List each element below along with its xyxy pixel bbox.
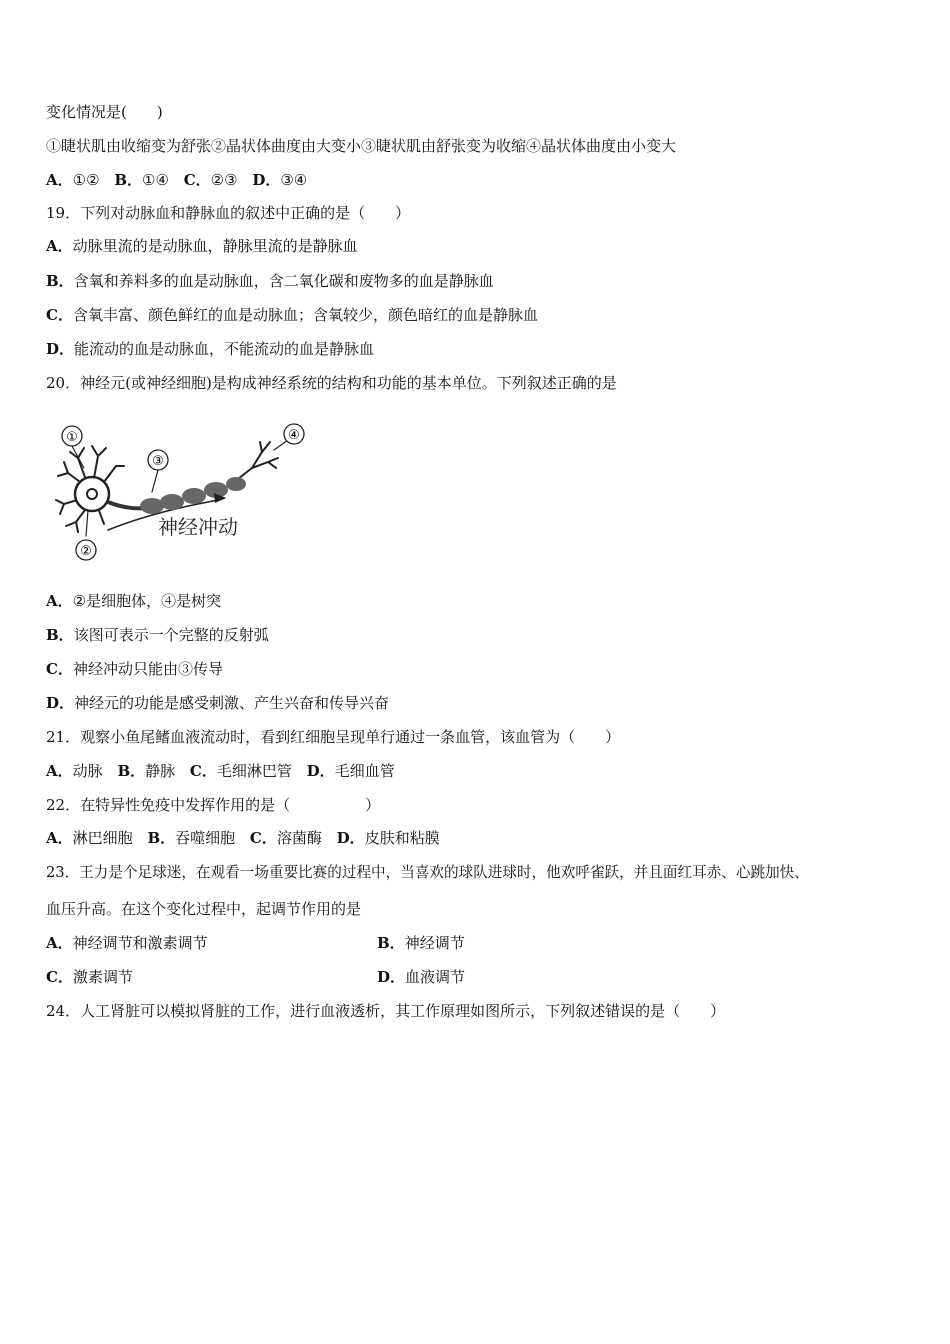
q21-option-a-letter: A．	[46, 762, 73, 780]
q23-option-c	[46, 967, 133, 987]
q23-option-b-letter: B．	[377, 934, 405, 952]
q23-option-b	[377, 933, 465, 953]
q21-option-d-text: 毛细血管	[334, 762, 395, 780]
figure-label-4: ④	[288, 428, 300, 443]
q18-stem-tail: 变化情况是( )	[46, 103, 163, 121]
q22-option-d-text: 皮肤和粘膜	[364, 829, 440, 847]
q23-option-d-letter: D．	[377, 968, 406, 986]
q21-option-b-letter: B．	[117, 762, 146, 780]
q21-option-a-text: 动脉	[72, 762, 103, 780]
q18-option-b-letter: B．	[114, 171, 143, 189]
q18-option-d-letter: D．	[252, 171, 281, 189]
q22-option-d-letter: D．	[336, 829, 365, 847]
q23-option-a-letter: A．	[46, 934, 73, 952]
q23-stem-line2: 血压升高。在这个变化过程中，起调节作用的是	[46, 900, 362, 918]
q20-option-d-text: 神经元的功能是感受刺激、产生兴奋和传导兴奋	[74, 694, 390, 712]
q19-option-a-text: 动脉里流的是动脉血，静脉里流的是静脉血	[72, 237, 358, 255]
q19-option-c-letter: C．	[46, 306, 73, 324]
q20-option-c	[46, 659, 223, 679]
q20-option-c-letter: C．	[46, 660, 73, 678]
q20-option-a	[46, 591, 221, 611]
q19-option-d-letter: D．	[46, 340, 75, 358]
q19-option-a-letter: A．	[46, 237, 73, 255]
q22-option-a-letter: A．	[46, 829, 73, 847]
q21-option-c-letter: C．	[189, 762, 217, 780]
q23-option-c-letter: C．	[46, 968, 73, 986]
q21-option-b-text: 静脉	[145, 762, 176, 780]
q22-option-c-text: 溶菌酶	[276, 829, 322, 847]
q18-option-c-text: ②③	[210, 171, 238, 189]
q18-option-c-letter: C．	[183, 171, 211, 189]
q22-option-b-text: 吞噬细胞	[175, 829, 236, 847]
q19-stem: 19．下列对动脉血和静脉血的叙述中正确的是（ ）	[46, 204, 411, 222]
figure-label-1: ①	[66, 430, 78, 445]
q23-stem-line1: 23．王力是个足球迷，在观看一场重要比赛的过程中，当喜欢的球队进球时，他欢呼雀跃，并且面红耳赤、心跳加快、	[46, 864, 809, 881]
q21-stem: 21．观察小鱼尾鳍血液流动时，看到红细胞呈现单行通过一条血管，该血管为（ ）	[46, 728, 621, 746]
q20-option-a-letter: A．	[46, 592, 73, 610]
q22-option-c-letter: C．	[249, 829, 277, 847]
q22-stem: 22．在特异性免疫中发挥作用的是（ ）	[46, 796, 381, 814]
q21-option-c-text: 毛细淋巴管	[216, 762, 292, 780]
q19-option-b	[46, 271, 494, 291]
q19-option-c-text: 含氧丰富、颜色鲜红的血是动脉血；含氧较少，颜色暗红的血是静脉血	[72, 306, 538, 324]
q20-option-a-text: ②是细胞体，④是树突	[72, 592, 222, 610]
q24-stem: 24．人工肾脏可以模拟肾脏的工作，进行血液透析，其工作原理如图所示，下列叙述错误的是（ ）	[46, 1002, 726, 1020]
q23-option-c-text: 激素调节	[72, 968, 133, 986]
q18-statement: ①睫状肌由收缩变为舒张②晶状体曲度由大变小③睫状肌由舒张变为收缩④晶状体曲度由小变大	[46, 137, 677, 155]
q23-option-d	[377, 967, 465, 987]
q18-option-b-text: ①④	[142, 171, 169, 189]
q20-option-c-text: 神经冲动只能由③传导	[72, 660, 223, 678]
figure-label-3: ③	[152, 454, 164, 469]
q18-option-a-letter: A．	[46, 171, 73, 189]
q18-option-a-text: ①②	[72, 171, 100, 189]
q20-option-b	[46, 625, 269, 645]
neuron-diagram	[48, 418, 318, 568]
q22-option-b-letter: B．	[147, 829, 176, 847]
q18-options	[46, 170, 307, 190]
q22-option-a-text: 淋巴细胞	[72, 829, 133, 847]
q20-option-b-letter: B．	[46, 626, 74, 644]
q19-option-b-text: 含氧和养料多的血是动脉血，含二氧化碳和废物多的血是静脉血	[73, 272, 494, 290]
q20-option-d-letter: D．	[46, 694, 75, 712]
neuron-figure	[48, 418, 318, 568]
figure-caption: 神经冲动	[158, 515, 238, 539]
q19-option-d	[46, 339, 374, 359]
q22-options	[46, 828, 440, 848]
q21-options	[46, 761, 395, 781]
q21-option-d-letter: D．	[306, 762, 335, 780]
q23-option-b-text: 神经调节	[404, 934, 465, 952]
q23-option-a	[46, 933, 208, 953]
figure-label-2: ②	[80, 544, 92, 559]
q19-option-b-letter: B．	[46, 272, 74, 290]
q19-option-a	[46, 236, 358, 256]
q20-stem: 20．神经元(或神经细胞)是构成神经系统的结构和功能的基本单位。下列叙述正确的是	[46, 374, 617, 392]
q19-option-c	[46, 305, 538, 325]
q23-option-d-text: 血液调节	[405, 968, 466, 986]
q23-option-a-text: 神经调节和激素调节	[72, 934, 208, 952]
q18-option-d-text: ③④	[280, 171, 308, 189]
q19-option-d-text: 能流动的血是动脉血，不能流动的血是静脉血	[74, 340, 375, 358]
q20-option-b-text: 该图可表示一个完整的反射弧	[73, 626, 269, 644]
q20-option-d	[46, 693, 389, 713]
